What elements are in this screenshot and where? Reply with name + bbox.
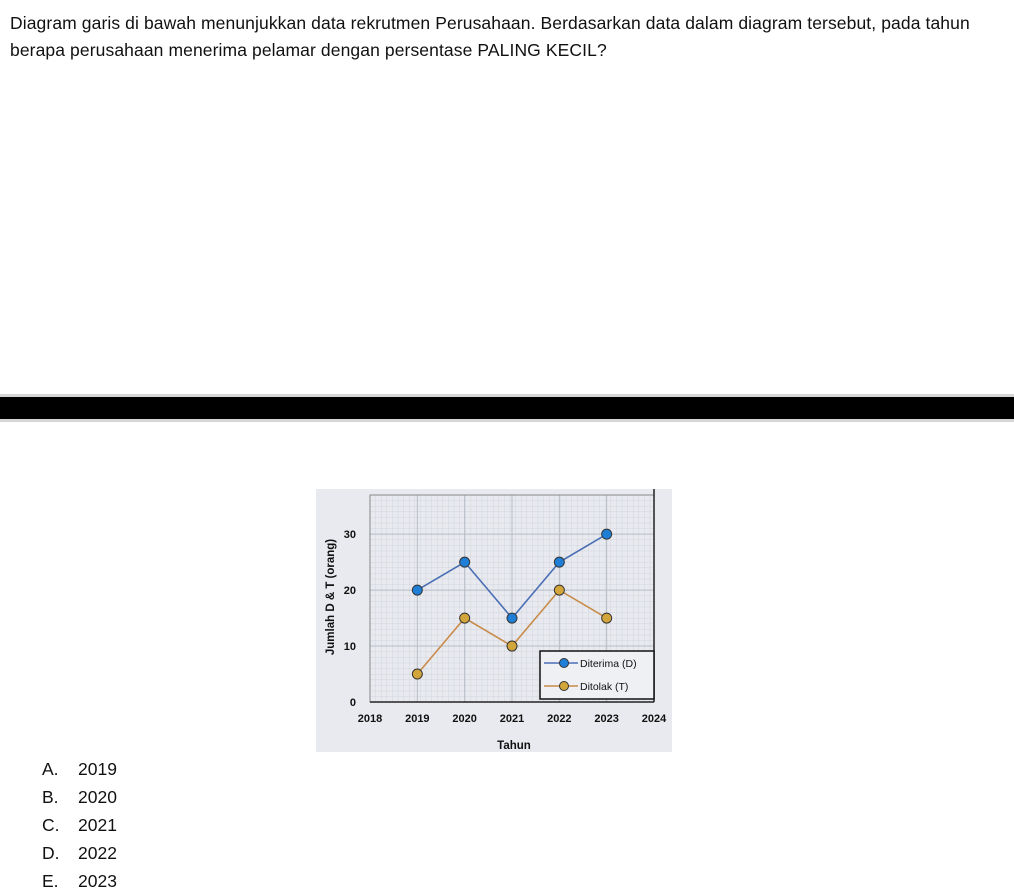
y-axis-label: Jumlah D & T (orang) xyxy=(325,538,337,656)
x-tick-label: 2023 xyxy=(594,713,619,725)
option-letter: A. xyxy=(42,759,59,779)
option-letter: D. xyxy=(42,843,60,863)
legend-swatch-marker xyxy=(560,659,569,668)
data-point-ditolak xyxy=(460,613,470,623)
data-point-ditolak xyxy=(412,669,422,679)
option-text: 2020 xyxy=(78,787,117,807)
legend-label: Diterima (D) xyxy=(580,658,637,670)
question-text: Diagram garis di bawah menunjukkan data rekrutmen Perusahaan. Berdasarkan data dalam diagram tersebut, pada tahun berapa perusahaan menerima pelamar dengan persentase PALING KECIL? xyxy=(10,13,970,60)
option-text: 2021 xyxy=(78,815,117,835)
data-point-ditolak xyxy=(602,613,612,623)
legend xyxy=(540,651,654,699)
x-axis-label: Tahun xyxy=(497,740,531,752)
x-tick-label: 2019 xyxy=(405,713,430,725)
y-tick-label: 30 xyxy=(343,529,356,542)
line-chart-svg xyxy=(316,489,672,752)
separator-band xyxy=(0,397,1014,419)
option-text: 2022 xyxy=(78,843,117,863)
option-text: 2019 xyxy=(78,759,117,779)
line-chart xyxy=(316,489,672,752)
y-tick-label: 0 xyxy=(349,697,356,709)
data-point-diterima xyxy=(507,613,517,623)
x-tick-label: 2022 xyxy=(547,713,572,725)
separator-bottom xyxy=(0,419,1014,422)
option-letter: C. xyxy=(42,815,60,835)
answer-options xyxy=(42,756,117,896)
y-tick-label: 10 xyxy=(343,641,356,654)
legend-label: Ditolak (T) xyxy=(580,681,629,693)
legend-swatch-marker xyxy=(560,682,569,691)
option-d[interactable] xyxy=(42,840,117,868)
x-tick-label: 2024 xyxy=(641,713,667,725)
option-c[interactable] xyxy=(42,812,117,840)
data-point-ditolak xyxy=(554,585,564,595)
option-letter: E. xyxy=(42,871,59,891)
option-a[interactable] xyxy=(42,756,117,784)
option-b[interactable] xyxy=(42,784,117,812)
option-e[interactable] xyxy=(42,868,117,896)
x-tick-label: 2021 xyxy=(499,713,525,725)
option-letter: B. xyxy=(42,787,59,807)
data-point-diterima xyxy=(460,557,470,567)
data-point-diterima xyxy=(602,529,612,539)
data-point-ditolak xyxy=(507,641,517,651)
x-tick-label: 2020 xyxy=(452,713,477,725)
data-point-diterima xyxy=(554,557,564,567)
x-tick-label: 2018 xyxy=(357,713,383,725)
option-text: 2023 xyxy=(78,871,117,891)
y-tick-label: 20 xyxy=(343,585,356,598)
data-point-diterima xyxy=(412,585,422,595)
